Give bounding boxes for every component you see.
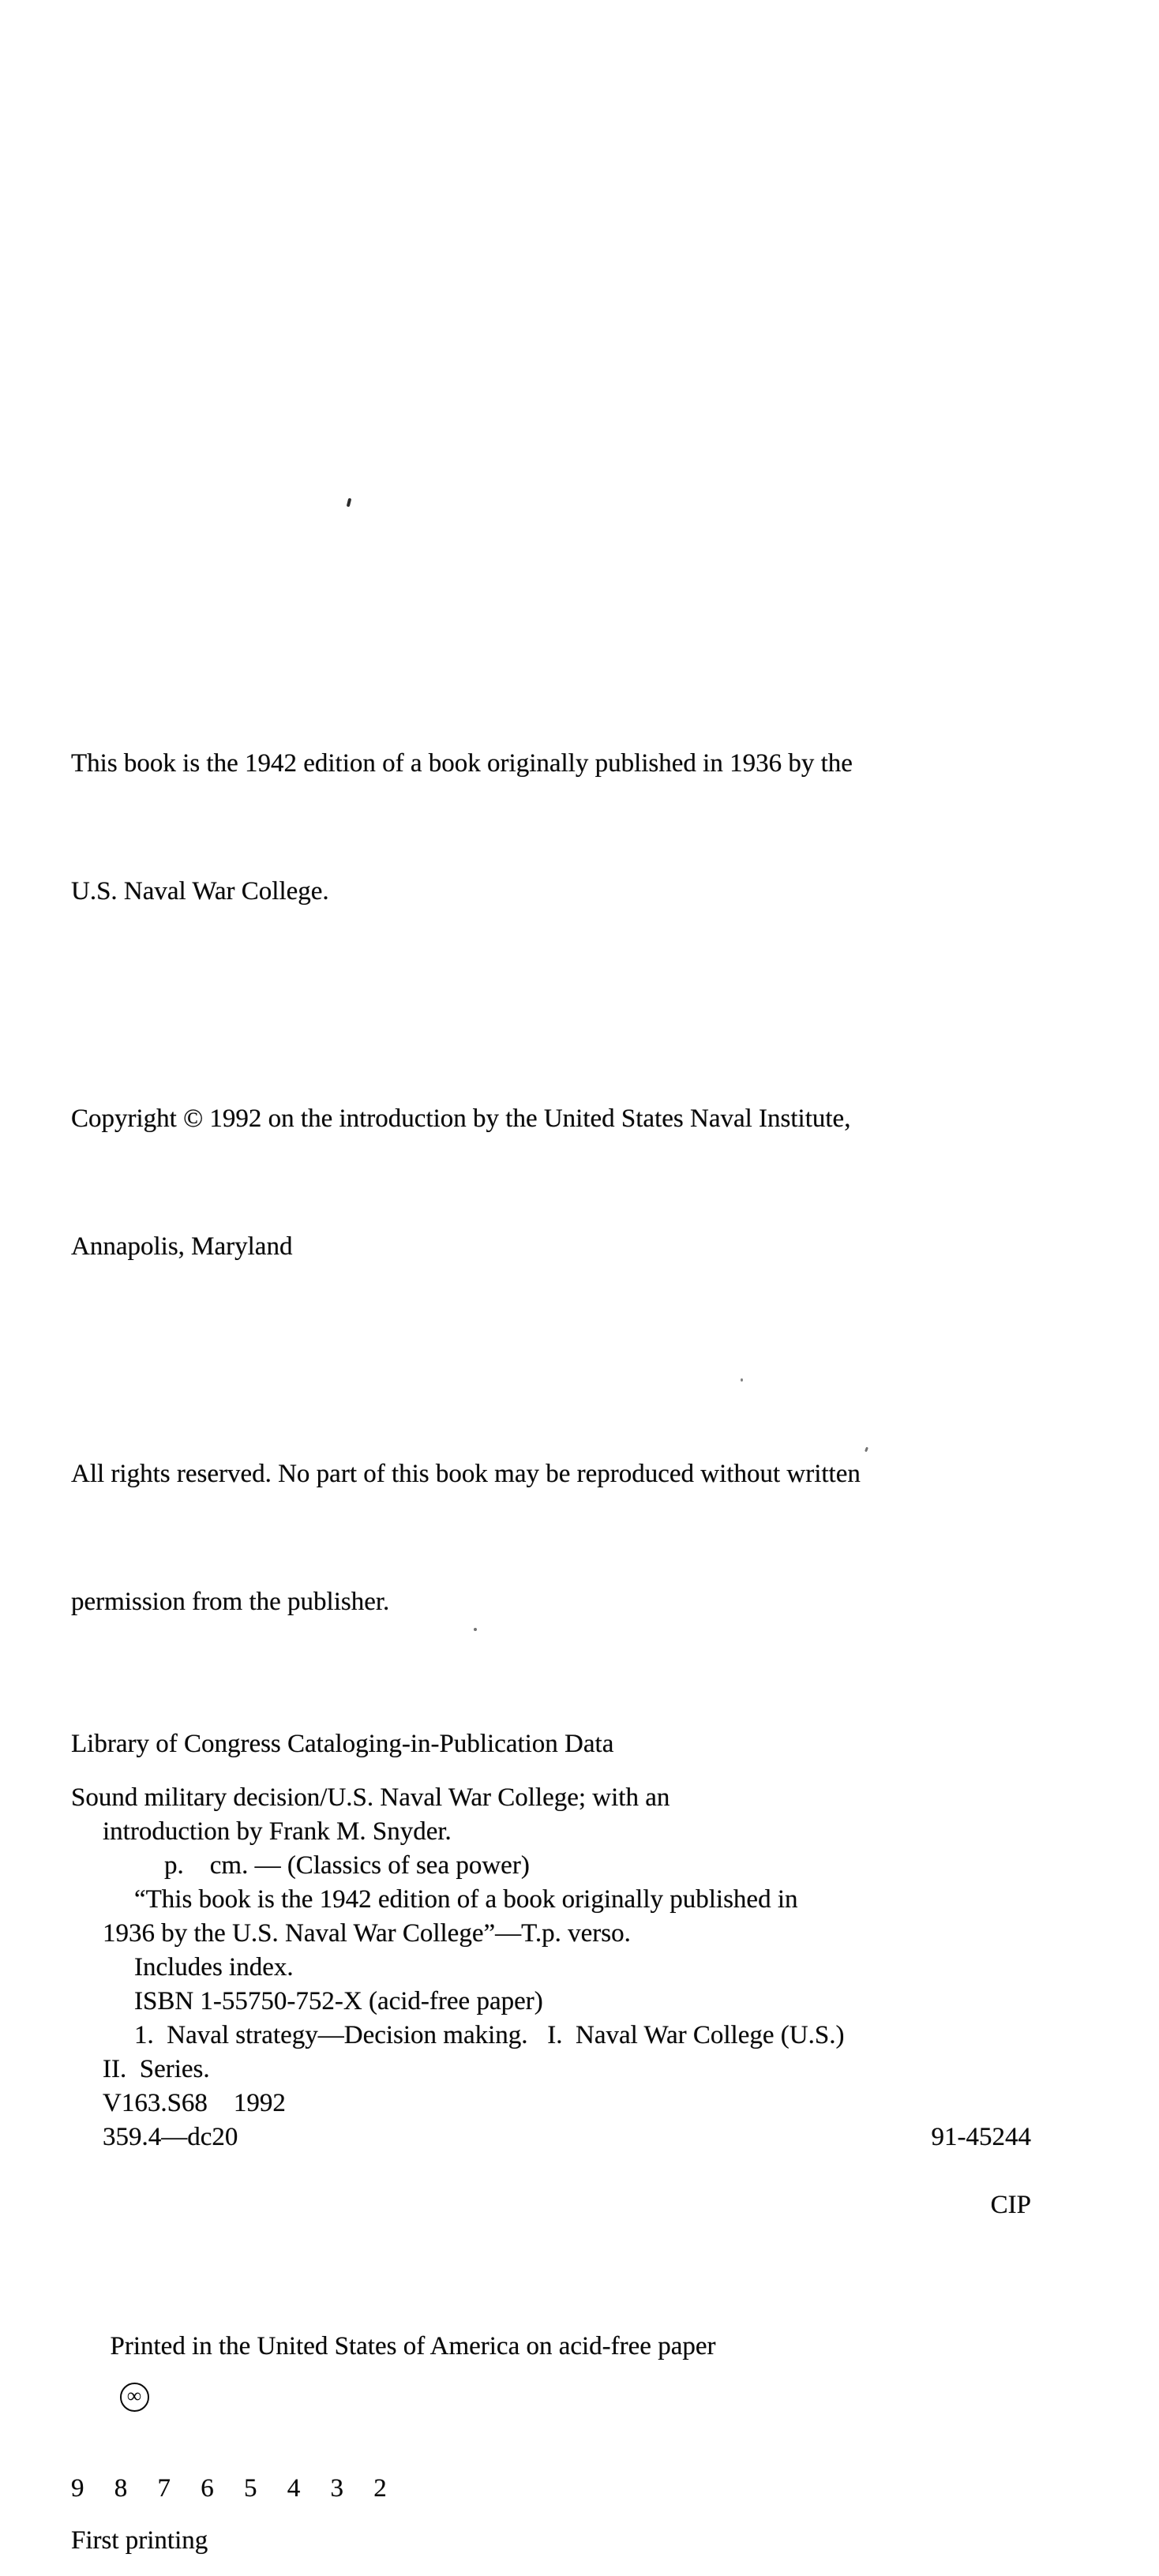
cip-intro-line: introduction by Frank M. Snyder. xyxy=(103,1817,452,1846)
cip-subject-line: 1. Naval strategy—Decision making. I. Naval War College (U.S.) xyxy=(134,2021,845,2049)
cip-index-line: Includes index. xyxy=(134,1953,294,1982)
cip-title-line: Sound military decision/U.S. Naval War College; with an xyxy=(71,1783,670,1812)
print-run-numbers: 9 8 7 6 5 4 3 2 xyxy=(71,2474,387,2503)
dewey-number: 359.4—dc20 xyxy=(103,2123,238,2151)
page-text-block xyxy=(71,657,1031,2576)
acid-free-paper-icon xyxy=(120,2383,149,2412)
cip-series-tracing-line: II. Series. xyxy=(103,2055,210,2083)
text-line: U.S. Naval War College. xyxy=(71,877,329,906)
rights-paragraph xyxy=(71,1367,1031,1708)
cip-call-number-line: V163.S68 1992 xyxy=(103,2089,286,2117)
infinity-glyph: ∞ xyxy=(126,2384,142,2407)
cip-data-block xyxy=(71,1781,1031,2256)
cip-note-line-1: “This book is the 1942 edition of a book originally published in xyxy=(134,1885,798,1914)
lc-control-number: 91-45244 xyxy=(931,2123,1031,2151)
text-line: Copyright © 1992 on the introduction by the United States Naval Institute, xyxy=(71,1104,851,1133)
lc-cataloging-heading: Library of Congress Cataloging-in-Publication Data xyxy=(71,1730,614,1758)
cip-isbn-line: ISBN 1-55750-752-X (acid-free paper) xyxy=(134,1987,543,2015)
printed-in-text: Printed in the United States of America on acid-free paper xyxy=(110,2332,716,2360)
cip-series-line: p. cm. — (Classics of sea power) xyxy=(164,1851,530,1880)
text-line: This book is the 1942 edition of a book originally published in 1936 by the xyxy=(71,749,853,778)
text-line: All rights reserved. No part of this book may be reproduced without written xyxy=(71,1460,861,1488)
text-line: Annapolis, Maryland xyxy=(71,1232,293,1261)
cip-note-line-2: 1936 by the U.S. Naval War College”—T.p. verso. xyxy=(103,1919,631,1948)
cip-label: CIP xyxy=(990,2191,1031,2219)
copyright-paragraph xyxy=(71,1012,1031,1353)
cip-label-line xyxy=(71,2154,1031,2256)
first-printing-line: First printing xyxy=(71,2526,208,2555)
scan-speck xyxy=(347,498,352,508)
printed-in-line xyxy=(71,2282,1031,2454)
cip-dewey-line xyxy=(71,2120,1031,2154)
text-line: permission from the publisher. xyxy=(71,1588,390,1616)
edition-note-paragraph xyxy=(71,657,1031,998)
